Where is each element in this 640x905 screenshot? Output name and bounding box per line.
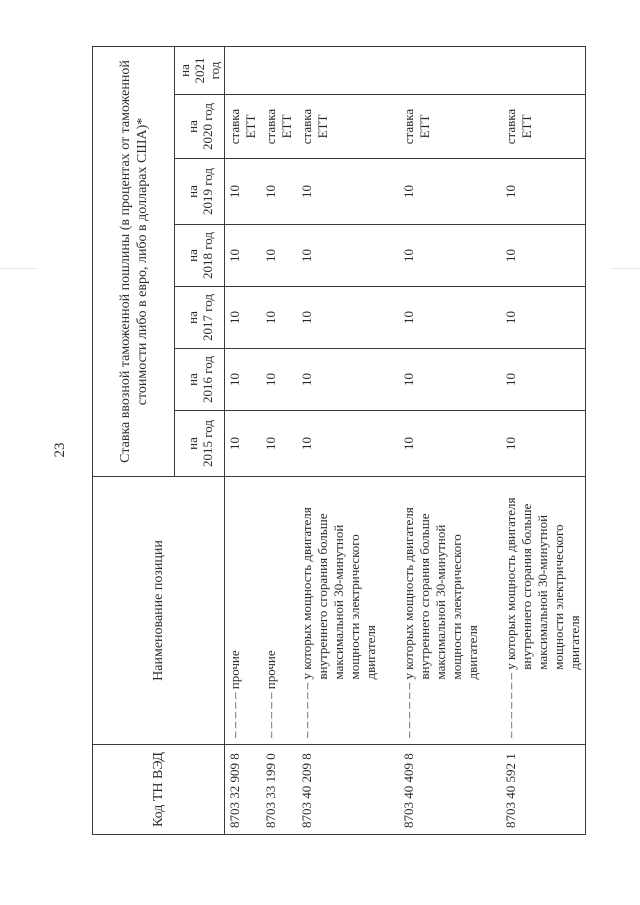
rate-cell: 10	[297, 411, 381, 477]
rate-cell: 10	[501, 349, 586, 411]
rate-cell: 10	[261, 225, 297, 287]
rate-cell: ставка ЕТТ	[297, 95, 381, 159]
row-name	[261, 477, 297, 745]
rate-cell: 10	[261, 159, 297, 225]
page-number: 23	[52, 442, 68, 458]
table-row	[501, 47, 586, 835]
column-header-code: Код ТН ВЭД	[93, 745, 225, 835]
row-name-text: у которых мощность двигателя внутреннего сгорания больше максимальной 30-минутной мощности электрического двигателя	[503, 497, 582, 670]
column-header-year: на 2015 год	[175, 411, 225, 477]
row-name-text: прочие	[263, 650, 278, 690]
row-name	[297, 477, 381, 745]
column-header-duty-rate: Ставка ввозной таможенной пошлины (в процентах от таможенной стоимости либо в евро, либо в долларах США)*	[93, 47, 175, 477]
rate-cell: 10	[399, 225, 483, 287]
row-dashes: – – – – – –	[401, 679, 416, 738]
row-name-text: прочие	[227, 650, 242, 690]
rate-cell: 10	[297, 225, 381, 287]
rate-cell: ставка ЕТТ	[399, 95, 483, 159]
row-code: 8703 40 409 8	[399, 745, 483, 835]
rate-cell: 10	[261, 349, 297, 411]
rate-cell: 10	[399, 411, 483, 477]
row-name-text: у которых мощность двигателя внутреннего сгорания больше максимальной 30-минутной мощности электрического двигателя	[401, 507, 480, 680]
table-row	[261, 47, 297, 835]
row-code: 8703 32 909 8	[225, 745, 262, 835]
column-header-year: на 2016 год	[175, 349, 225, 411]
row-name	[501, 477, 586, 745]
table-row	[225, 47, 262, 835]
row-dashes: – – – – – – –	[503, 669, 518, 738]
row-spacer	[483, 47, 501, 835]
rate-cell: ставка ЕТТ	[225, 95, 262, 159]
column-header-year: на 2019 год	[175, 159, 225, 225]
rate-cell: 10	[225, 225, 262, 287]
rate-cell	[261, 47, 297, 95]
rate-cell	[501, 47, 586, 95]
rate-cell: 10	[225, 349, 262, 411]
row-name	[399, 477, 483, 745]
rate-cell: ставка ЕТТ	[501, 95, 586, 159]
rate-cell: 10	[225, 411, 262, 477]
rate-cell: 10	[399, 159, 483, 225]
table-row	[297, 47, 381, 835]
rate-cell: 10	[297, 159, 381, 225]
rate-cell: 10	[297, 349, 381, 411]
row-code: 8703 33 199 0	[261, 745, 297, 835]
tariff-table	[92, 46, 586, 835]
rate-cell	[297, 47, 381, 95]
rate-cell: 10	[501, 225, 586, 287]
rate-cell	[399, 47, 483, 95]
row-dashes: – – – – –	[227, 689, 242, 738]
row-spacer	[381, 47, 399, 835]
row-dashes: – – – – –	[263, 689, 278, 738]
column-header-year: на 2021 год	[175, 47, 225, 95]
column-header-name: Наименование позиции	[93, 477, 225, 745]
row-name	[225, 477, 262, 745]
rate-cell: 10	[225, 159, 262, 225]
row-dashes: – – – – – –	[299, 679, 314, 738]
rate-cell: 10	[501, 287, 586, 349]
rate-cell: 10	[225, 287, 262, 349]
row-name-text: у которых мощность двигателя внутреннего сгорания больше максимальной 30-минутной мощности электрического двигателя	[299, 507, 378, 680]
rate-cell: 10	[261, 287, 297, 349]
column-header-year: на 2018 год	[175, 225, 225, 287]
table-row	[399, 47, 483, 835]
column-header-year: на 2020 год	[175, 95, 225, 159]
rate-cell: 10	[501, 411, 586, 477]
rate-cell	[225, 47, 262, 95]
row-code: 8703 40 209 8	[297, 745, 381, 835]
rate-cell: 10	[297, 287, 381, 349]
column-header-year: на 2017 год	[175, 287, 225, 349]
rate-cell: 10	[261, 411, 297, 477]
rate-cell: 10	[399, 287, 483, 349]
rate-cell: 10	[399, 349, 483, 411]
rate-cell: ставка ЕТТ	[261, 95, 297, 159]
rate-cell: 10	[501, 159, 586, 225]
row-code: 8703 40 592 1	[501, 745, 586, 835]
